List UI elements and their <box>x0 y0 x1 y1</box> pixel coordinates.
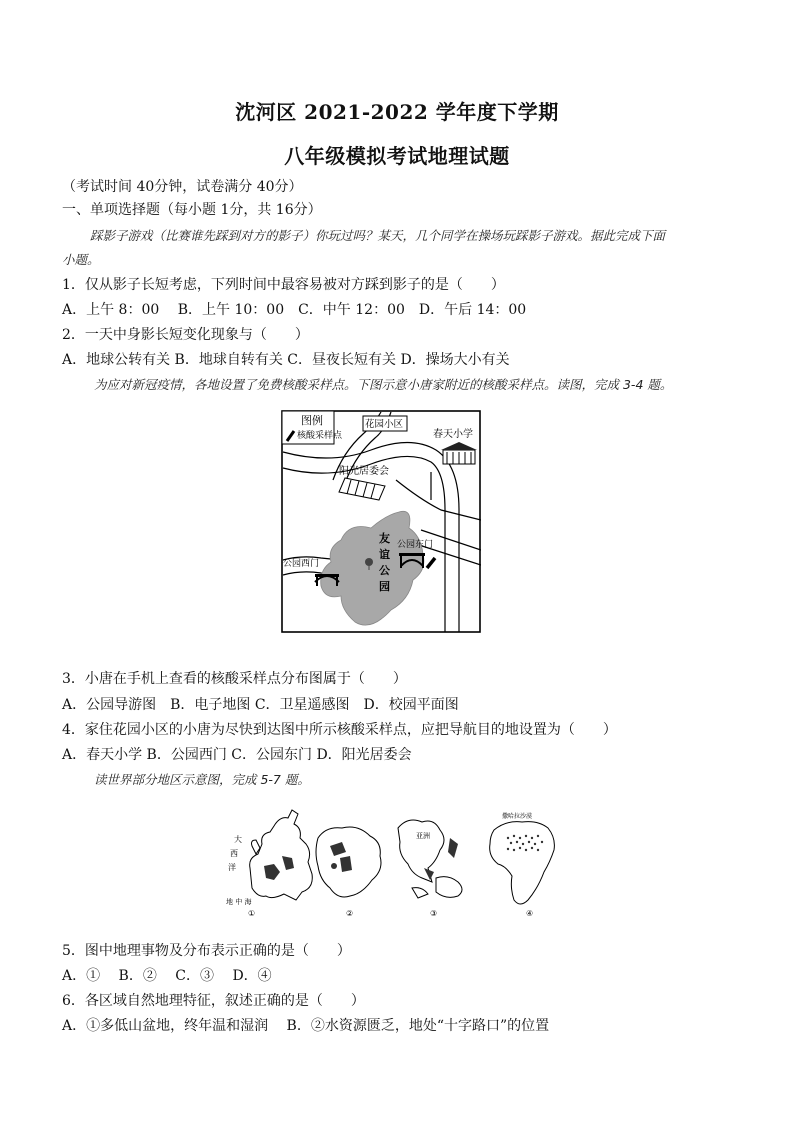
label-park-west-gate: 公园西门 <box>283 559 320 569</box>
question-1-options: A．上午 8：00 B．上午 10：00 C．中午 12：00 D．午后 14：00 <box>62 302 527 318</box>
question-6-options: A．①多低山盆地，终年温和湿润 B．②水资源匮乏，地处“十字路口”的位置 <box>62 1018 550 1034</box>
map-num-1: ① <box>248 909 256 918</box>
world-regions-maps <box>222 808 558 920</box>
m1-label-1: 大 <box>234 835 242 844</box>
park-name-char-2: 谊 <box>379 548 390 561</box>
question-2-options: A．地球公转有关 B．地球自转有关 C．昼夜长短有关 D．操场大小有关 <box>62 352 510 368</box>
m3-label: 亚洲 <box>416 832 430 840</box>
intro-world-regions: 读世界部分地区示意图，完成 5-7 题。 <box>94 772 310 787</box>
page-title: 沈河区 2021-2022 学年度下学期 <box>235 100 559 124</box>
question-5-options: A．① B．② C．③ D．④ <box>62 968 272 984</box>
question-3: 3．小唐在手机上查看的核酸采样点分布图属于（ ） <box>62 671 407 687</box>
question-3-options: A．公园导游图 B．电子地图 C．卫星遥感图 D．校园平面图 <box>62 697 459 713</box>
exam-info: （考试时间 40分钟，试卷满分 40分） <box>62 179 303 195</box>
map-europe <box>226 810 312 918</box>
label-sunshine-committee: 阳光居委会 <box>339 466 389 477</box>
label-park-east-gate: 公园东门 <box>397 540 434 550</box>
sampling-point-map <box>281 410 481 633</box>
question-4-options: A．春天小学 B．公园西门 C．公园东门 D．阳光居委会 <box>62 747 412 763</box>
map-num-3: ③ <box>430 909 438 918</box>
m1-label-3: 洋 <box>228 863 236 872</box>
intro-covid: 为应对新冠疫情，各地设置了免费核酸采样点。下图示意小唐家附近的核酸采样点。读图，完成 3-4 题。 <box>94 377 673 392</box>
legend-item: 核酸采样点 <box>297 431 343 441</box>
legend-title: 图例 <box>301 414 323 427</box>
park-name-char-3: 公 <box>379 564 390 577</box>
page-subtitle: 八年级模拟考试地理试题 <box>284 144 510 168</box>
m1-label-2: 西 <box>230 849 238 858</box>
question-1: 1．仅从影子长短考虑，下列时间中最容易被对方踩到影子的是（ ） <box>62 277 505 293</box>
intro-shadow-game-cont: 小题。 <box>62 252 100 267</box>
section-heading: 一、单项选择题（每小题 1分，共 16分） <box>62 202 322 218</box>
m1-sea-label: 地 中 海 <box>226 898 252 906</box>
park-name-char-1: 友 <box>379 532 390 545</box>
question-6: 6．各区域自然地理特征，叙述正确的是（ ） <box>62 993 365 1009</box>
intro-shadow-game: 踩影子游戏（比赛谁先踩到对方的影子）你玩过吗？某天，几个同学在操场玩踩影子游戏。据此完成下面 <box>90 228 666 243</box>
m4-label: 撒哈拉沙漠 <box>502 813 533 820</box>
map-west-asia <box>316 827 381 918</box>
map-africa <box>490 812 555 918</box>
park-name-char-4: 园 <box>379 580 390 593</box>
question-5: 5．图中地理事物及分布表示正确的是（ ） <box>62 943 351 959</box>
map-southeast-asia <box>398 820 462 918</box>
label-spring-school: 春天小学 <box>433 429 473 440</box>
label-garden-community: 花园小区 <box>365 419 404 430</box>
map-num-4: ④ <box>526 909 534 918</box>
question-4: 4．家住花园小区的小唐为尽快到达图中所示核酸采样点，应把导航目的地设置为（ ） <box>62 722 617 738</box>
question-2: 2．一天中身影长短变化现象与（ ） <box>62 327 309 343</box>
map-num-2: ② <box>346 909 354 918</box>
